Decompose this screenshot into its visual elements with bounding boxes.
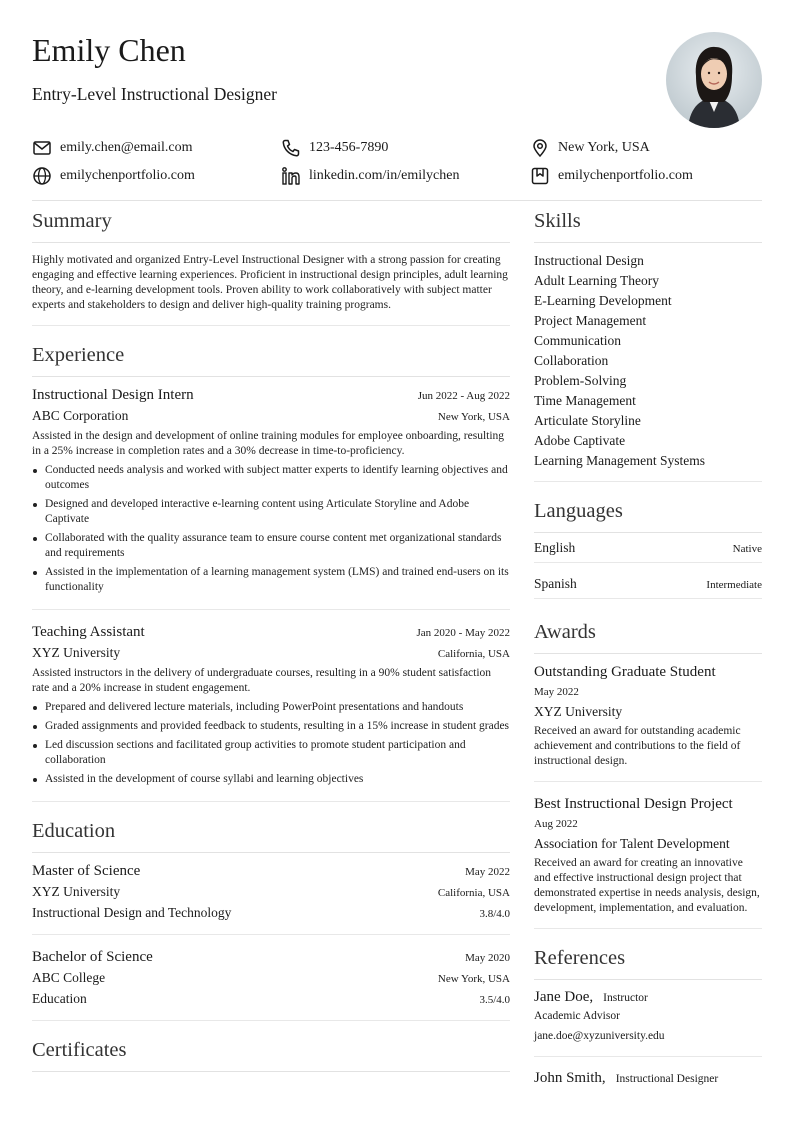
award-description: Received an award for creating an innovative and effective instructional design project that demonstrated expertise in needs analysis, design, development, implementation, and evaluation. [534,857,760,914]
degree-name: Master of Science [32,863,141,879]
award-entry [534,654,762,782]
summary-section [32,208,510,326]
language-name: Spanish [534,576,577,591]
contact-location [530,138,650,158]
language-name: English [534,540,576,555]
school-name: XYZ University [32,884,121,899]
job-bullets [32,700,510,787]
award-description: Received an award for outstanding academic achievement and contributions to the field of instructional design. [534,725,741,767]
award-title: Best Instructional Design Project [534,796,733,812]
degree-gpa: 3.5/4.0 [479,994,510,1006]
job-title: Instructional Design Intern [32,387,194,403]
skill-item: Problem-Solving [534,373,627,388]
degree-date: May 2020 [465,952,510,964]
language-row [534,563,762,599]
profile-photo [666,32,762,128]
award-date: May 2022 [534,686,579,698]
job-bullet: Led discussion sections and facilitated group activities to promote student participation and collaboration [32,738,510,768]
job-bullet: Conducted needs analysis and worked with subject matter experts to identify learning objectives and outcomes [32,463,510,493]
language-level: Native [732,543,762,555]
email-icon [32,138,52,158]
contact-portfolio-text: emilychenportfolio.com [558,168,693,183]
skill-item: Communication [534,333,621,348]
profile-photo-image [666,32,762,128]
contact-linkedin[interactable] [281,166,530,186]
school-name: ABC College [32,970,106,985]
skill-item: Learning Management Systems [534,453,705,468]
awards-section [534,619,762,929]
experience-heading: Experience [32,342,510,377]
skill-item: Project Management [534,313,647,328]
reference-role: Instructor [603,992,648,1004]
contact-linkedin-text: linkedin.com/in/emilychen [309,168,460,183]
school-location: New York, USA [437,973,510,985]
language-row [534,533,762,563]
contact-website-text: emilychenportfolio.com [60,168,195,183]
bookmark-icon [530,166,550,186]
degree-gpa: 3.8/4.0 [479,908,510,920]
awards-heading: Awards [534,619,762,654]
languages-heading: Languages [534,498,762,533]
reference-name: John Smith, [534,1070,606,1086]
job-bullets [32,463,510,595]
degree-date: May 2022 [465,866,510,878]
education-entry [32,853,510,935]
job-bullet: Designed and developed interactive e-learning content using Articulate Storyline and Adobe Captivate [32,497,510,527]
right-column [534,208,762,1113]
skill-item: Articulate Storyline [534,413,641,428]
summary-heading: Summary [32,208,510,243]
contact-website[interactable] [32,166,281,186]
education-section [32,818,510,1021]
candidate-title: Entry-Level Instructional Designer [32,84,277,104]
reference-position: Academic Advisor [534,1010,620,1022]
skills-list [534,243,762,482]
skill-item: Time Management [534,393,636,408]
references-section [534,945,762,1097]
contact-info [32,134,762,190]
degree-field: Education [32,991,87,1006]
job-bullet: Prepared and delivered lecture materials, including PowerPoint presentations and handouts [32,700,510,715]
summary-text: Highly motivated and organized Entry-Level Instructional Designer with a strong passion for creating engaging and effective learning experiences. Proficient in instructional design principles, adult learning theory, and e-learning development tools. Proven ability to work collaboratively with subject matter experts and stakeholders to design and deliver high-quality training programs. [32,243,510,326]
job-location: New York, USA [437,411,510,423]
experience-entry [32,377,510,610]
contact-location-text: New York, USA [558,140,650,155]
degree-name: Bachelor of Science [32,949,153,965]
contact-email-text: emily.chen@email.com [60,140,193,155]
languages-section [534,498,762,599]
job-bullet: Graded assignments and provided feedback to students, resulting in a 15% increase in student grades [32,719,510,734]
job-company: XYZ University [32,645,121,660]
job-location: California, USA [437,648,510,660]
degree-field: Instructional Design and Technology [32,905,232,920]
phone-icon [281,138,301,158]
reference-email[interactable]: jane.doe@xyzuniversity.edu [534,1030,665,1042]
header-divider [32,200,762,201]
job-description: Assisted instructors in the delivery of undergraduate courses, resulting in a 90% student satisfaction rate and a 20% increase in student engagement. [32,667,492,694]
job-bullet: Assisted in the implementation of a learning management system (LMS) and trained end-users on its functionality [32,565,510,595]
job-bullet: Assisted in the development of course syllabi and learning objectives [32,772,510,787]
award-entry [534,782,762,929]
job-bullet: Collaborated with the quality assurance team to ensure course content met organizational standards and requirements [32,531,510,561]
skill-item: E-Learning Development [534,293,672,308]
job-dates: Jan 2020 - May 2022 [416,627,510,639]
linkedin-icon [281,166,301,186]
reference-entry [534,980,762,1057]
references-heading: References [534,945,762,980]
award-title: Outstanding Graduate Student [534,664,716,680]
location-pin-icon [530,138,550,158]
contact-email[interactable] [32,138,281,158]
award-date: Aug 2022 [534,818,578,830]
candidate-name: Emily Chen [32,32,186,68]
experience-entry [32,610,510,802]
skills-heading: Skills [534,208,762,243]
job-company: ABC Corporation [32,408,129,423]
skills-section [534,208,762,482]
resume-header [32,30,762,130]
education-heading: Education [32,818,510,853]
certificates-section [32,1037,510,1072]
job-description: Assisted in the design and development of online training modules for employee onboarding, resulting in a 25% increase in completion rates and a 30% decrease in time-to-proficiency. [32,430,505,457]
reference-entry [534,1057,762,1097]
school-location: California, USA [437,887,510,899]
contact-portfolio[interactable] [530,166,693,186]
reference-name: Jane Doe, [534,989,594,1005]
skill-item: Collaboration [534,353,609,368]
contact-phone-text: 123-456-7890 [309,140,389,155]
reference-role: Instructional Designer [615,1073,719,1085]
award-org: XYZ University [534,704,623,719]
skill-item: Instructional Design [534,253,644,268]
contact-phone[interactable] [281,138,530,158]
skill-item: Adult Learning Theory [534,273,659,288]
certificates-heading: Certificates [32,1037,510,1072]
education-entry [32,935,510,1021]
globe-icon [32,166,52,186]
skill-item: Adobe Captivate [534,433,626,448]
job-title: Teaching Assistant [32,624,145,640]
job-dates: Jun 2022 - Aug 2022 [417,390,510,402]
language-level: Intermediate [706,579,762,591]
left-column [32,208,510,1088]
experience-section [32,342,510,802]
award-org: Association for Talent Development [534,836,730,851]
